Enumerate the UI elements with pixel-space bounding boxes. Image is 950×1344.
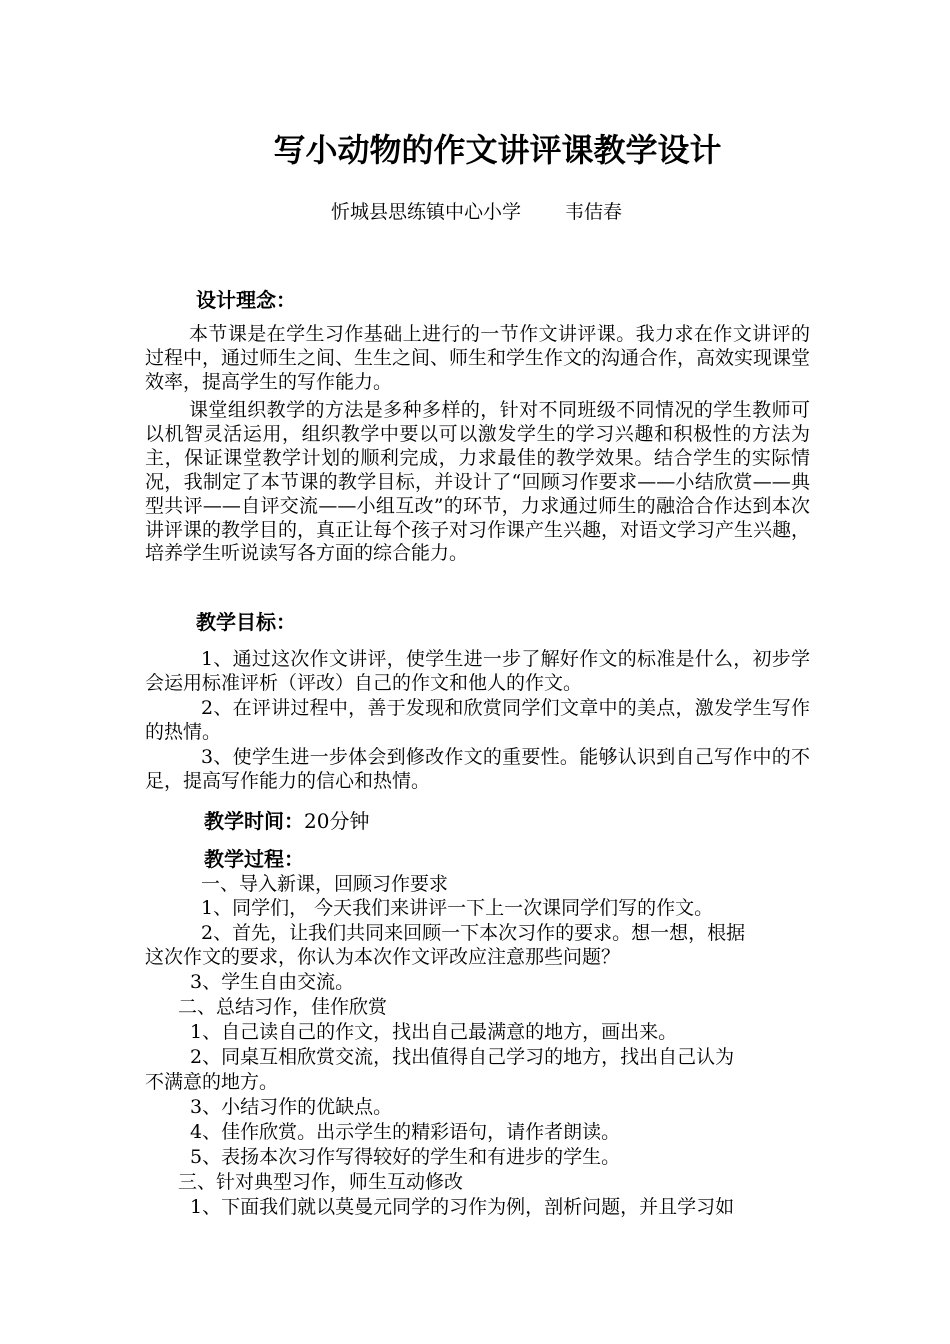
process-line: 4、佳作欣赏。出示学生的精彩语句，请作者朗读。 <box>190 1121 621 1143</box>
teaching-time-heading <box>204 807 369 835</box>
process-line: 1、下面我们就以莫曼元同学的习作为例，剖析问题，并且学习如 <box>190 1196 735 1218</box>
author-school: 忻城县思练镇中心小学 <box>331 201 522 223</box>
teaching-goals-heading: 教学目标： <box>196 610 296 634</box>
teaching-goal-item-1: 1、通过这次作文讲评，使学生进一步了解好作文的标准是什么，初步学会运用标准评析（评改）自己的作文和他人的作文。 <box>145 648 810 694</box>
process-line: 1、自己读自己的作文，找出自己最满意的地方，画出来。 <box>190 1021 678 1043</box>
teaching-goal-item-3: 3、使学生进一步体会到修改作文的重要性。能够认识到自己写作中的不足，提高写作能力的信心和热情。 <box>145 746 810 792</box>
process-line: 三、针对典型习作，师生互动修改 <box>178 1171 464 1193</box>
author-line <box>331 198 622 226</box>
process-line: 3、小结习作的优缺点。 <box>190 1096 393 1118</box>
process-line: 二、总结习作，佳作欣赏 <box>178 996 388 1018</box>
process-line: 不满意的地方。 <box>145 1071 279 1093</box>
design-concept-paragraph-1: 本节课是在学生习作基础上进行的一节作文讲评课。我力求在作文讲评的过程中，通过师生之间、生生之间、师生和学生作文的沟通合作，高效实现课堂效率，提高学生的写作能力。 <box>145 323 811 393</box>
document-title: 写小动物的作文讲评课教学设计 <box>273 131 722 169</box>
process-line: 一、导入新课，回顾习作要求 <box>201 873 449 895</box>
process-line: 3、学生自由交流。 <box>190 971 355 993</box>
process-line: 2、首先，让我们共同来回顾一下本次习作的要求。想一想，根据 <box>201 922 746 944</box>
author-name: 韦佶春 <box>565 201 623 223</box>
teaching-process-heading: 教学过程： <box>204 847 304 871</box>
teaching-goal-item-2: 2、在评讲过程中，善于发现和欣赏同学们文章中的美点，激发学生写作的热情。 <box>145 697 810 743</box>
process-line: 这次作文的要求，你认为本次作文评改应注意那些问题？ <box>145 946 621 968</box>
design-concept-paragraph-2: 课堂组织教学的方法是多种多样的，针对不同班级不同情况的学生教师可以机智灵活运用，组织教学中要以可以激发学生的学习兴趣和积极性的方法为主，保证课堂教学计划的顺利完成，力求最佳的教学效果。结合学生的实际情况，我制定了本节课的教学目标，并设计了“回顾习作要求——小结欣赏——典型共评——自评交流——小组互改”的环节，力求通过师生的融洽合作达到本次讲评课的教学目的，真正让每个孩子对习作课产生兴趣，对语文学习产生兴趣，培养学生听说读写各方面的综合能力。 <box>145 399 811 565</box>
process-line: 1、同学们， 今天我们来讲评一下上一次课同学们写的作文。 <box>201 897 714 919</box>
process-line: 2、同桌互相欣赏交流，找出值得自己学习的地方，找出自己认为 <box>190 1046 735 1068</box>
process-line: 5、表扬本次习作写得较好的学生和有进步的学生。 <box>190 1146 621 1168</box>
design-concept-heading: 设计理念： <box>196 288 296 312</box>
teaching-time-value: 20分钟 <box>304 809 370 833</box>
teaching-time-label: 教学时间： <box>204 809 304 833</box>
